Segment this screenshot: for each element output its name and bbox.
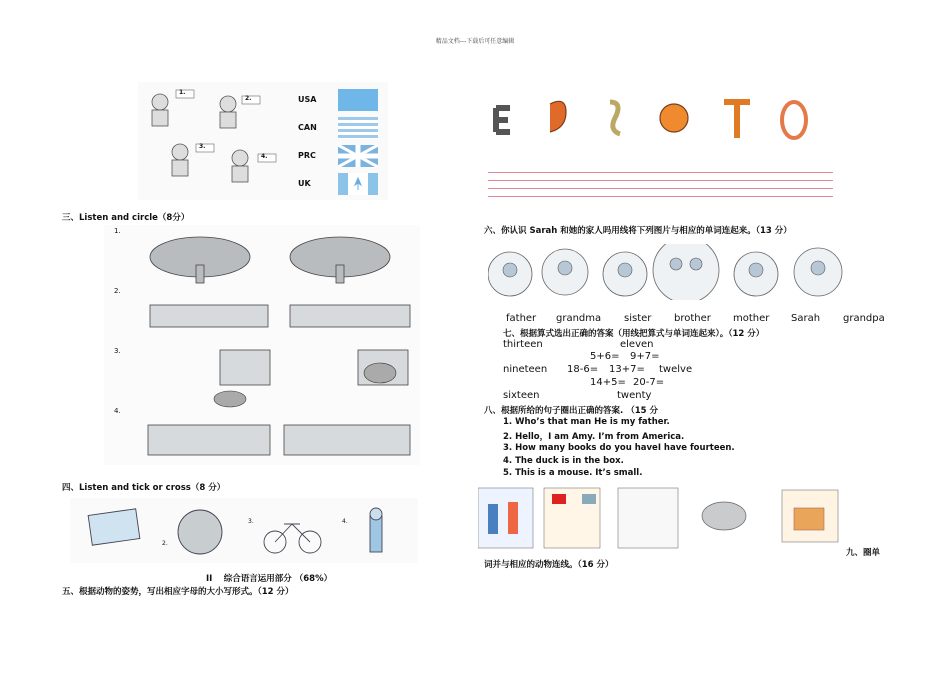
- math-eq-20-7: 20-7=: [633, 377, 665, 388]
- section-4-title: 四、Listen and tick or cross（8 分）: [62, 483, 226, 493]
- math-thirteen: thirteen: [503, 339, 543, 350]
- flag-canada: [338, 173, 378, 195]
- country-prc: PRC: [298, 151, 316, 160]
- section-9-title-a: 九、圈单: [846, 548, 881, 558]
- math-eq-5-6: 5+6=: [590, 351, 620, 362]
- flag-uk: [338, 145, 378, 167]
- country-usa: USA: [298, 95, 317, 104]
- family-pictures: [488, 244, 848, 300]
- math-eq-18-6: 18-6=: [567, 364, 599, 375]
- math-eq-9-7: 9+7=: [630, 351, 660, 362]
- bubble-num-2: 2.: [245, 95, 252, 102]
- tc-num-4: 4.: [342, 518, 348, 525]
- bubble-num-1: 1.: [179, 89, 186, 96]
- part-2-heading: II 综合语言运用部分 （68%）: [206, 574, 333, 584]
- section-3-title: 三、Listen and circle（8分）: [62, 213, 190, 223]
- country-can: CAN: [298, 123, 317, 132]
- lc-num-3: 3.: [114, 347, 121, 355]
- answer-pictures: [478, 486, 840, 550]
- sentence-3: 3. How many books do you haveI have fourteen.: [503, 443, 735, 453]
- lc-num-4: 4.: [114, 407, 121, 415]
- tc-num-3: 3.: [248, 518, 254, 525]
- animal-letters-figure: [488, 90, 833, 200]
- math-eleven: eleven: [620, 339, 654, 350]
- word-brother: brother: [674, 313, 711, 324]
- word-father: father: [506, 313, 537, 324]
- word-grandma: grandma: [556, 313, 602, 324]
- lc-num-1: 1.: [114, 227, 121, 235]
- section-8-title: 八、根据所给的句子圈出正确的答案. （15 分: [484, 406, 658, 416]
- word-sarah: Sarah: [791, 313, 821, 324]
- word-grandpa: grandpa: [843, 313, 885, 324]
- flag-china: [338, 89, 378, 111]
- sentence-4: 4. The duck is in the box.: [503, 456, 624, 466]
- circle-choices-drawing: [140, 225, 420, 465]
- writing-lines: [488, 168, 833, 200]
- tc-num-2: 2.: [162, 540, 168, 547]
- math-sixteen: sixteen: [503, 390, 540, 401]
- section-6-title: 六、你认识 Sarah 和她的家人吗用线将下列图片与相应的单词连起来。（13 分）: [484, 226, 792, 236]
- math-twelve: twelve: [659, 364, 693, 375]
- flags-figure: [138, 82, 388, 200]
- tick-cross-figure: [70, 498, 418, 563]
- bubble-num-4: 4.: [261, 153, 268, 160]
- bubble-num-3: 3.: [199, 143, 206, 150]
- country-uk: UK: [298, 179, 311, 188]
- word-mother: mother: [733, 313, 770, 324]
- section-5-title: 五、根据动物的姿势，写出相应字母的大小写形式。（12 分）: [62, 587, 294, 597]
- word-sister: sister: [624, 313, 652, 324]
- math-nineteen: nineteen: [503, 364, 548, 375]
- section-9-title-b: 词并与相应的动物连线。（16 分）: [484, 560, 614, 570]
- page-header: 精品文档---下载后可任意编辑: [435, 38, 515, 45]
- sentence-2: 2. Hello，I am Amy. I’m from America.: [503, 432, 685, 442]
- listen-circle-figure: [104, 225, 420, 465]
- math-twenty: twenty: [617, 390, 652, 401]
- section-7-title: 七、根据算式选出正确的答案（用线把算式与单词连起来）。（12 分）: [503, 329, 765, 339]
- sentence-5: 5. This is a mouse. It’s small.: [503, 468, 643, 478]
- animal-letters-drawing: [488, 90, 833, 150]
- answer-pictures-drawing: [478, 486, 840, 550]
- math-eq-13-7: 13+7=: [609, 364, 645, 375]
- lc-num-2: 2.: [114, 287, 121, 295]
- flag-usa: [338, 117, 378, 139]
- sentence-1: 1. Who’s that man He is my father.: [503, 417, 670, 427]
- tick-cross-items: [70, 498, 418, 563]
- family-circles-drawing: [488, 244, 848, 300]
- math-eq-14-5: 14+5=: [590, 377, 626, 388]
